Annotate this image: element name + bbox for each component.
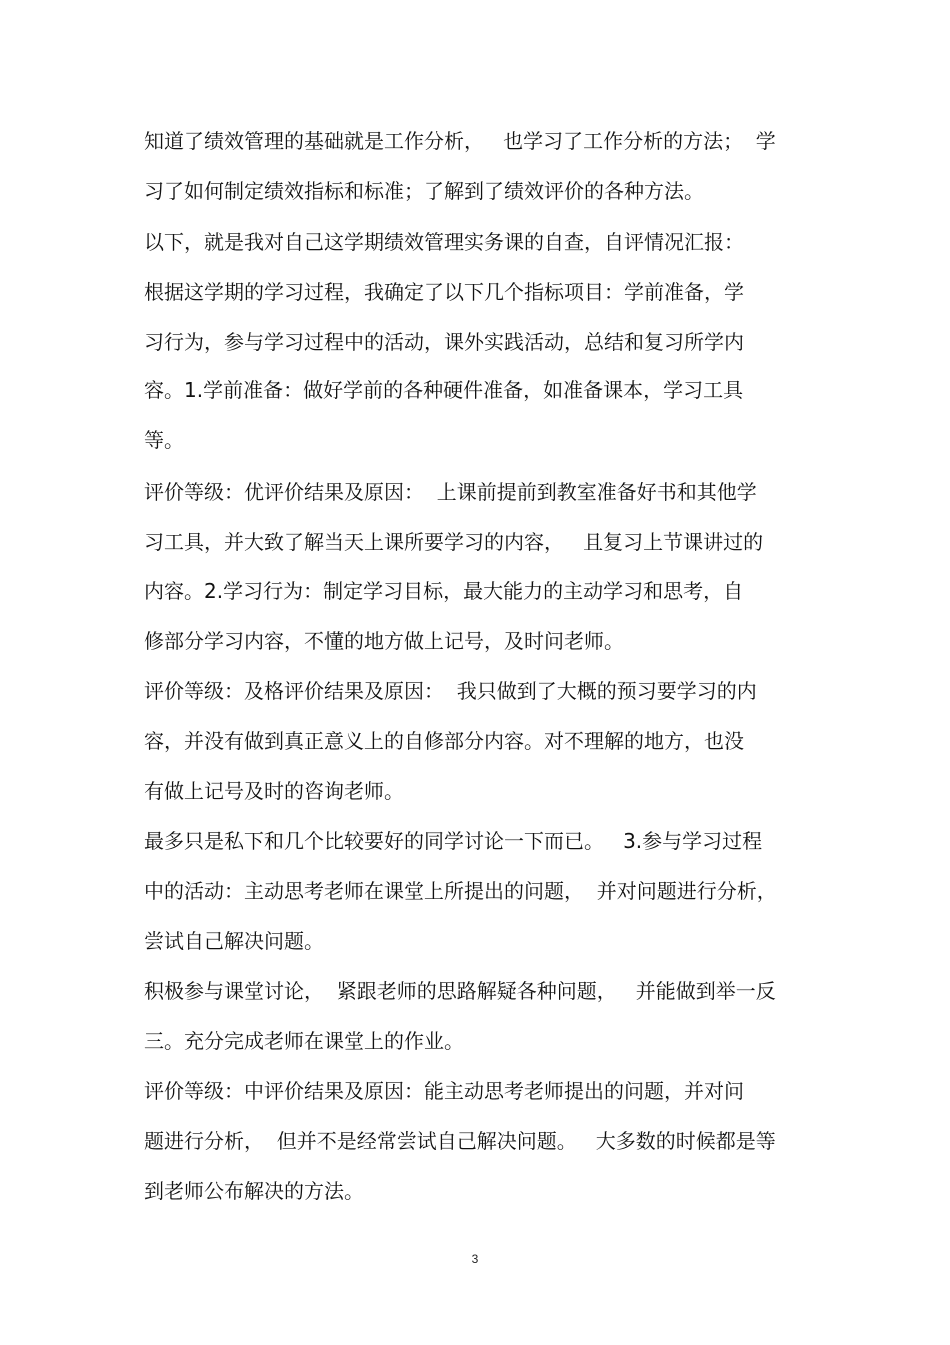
text-line: 修部分学习内容，不懂的地方做上记号，及时问老师。 bbox=[144, 629, 624, 653]
text-line: 最多只是私下和几个比较要好的同学讨论一下而已。 3.参与学习过程 bbox=[144, 829, 763, 853]
text-line: 评价等级：及格评价结果及原因： 我只做到了大概的预习要学习的内 bbox=[144, 679, 757, 703]
text-line: 积极参与课堂讨论， 紧跟老师的思路解疑各种问题， 并能做到举一反 bbox=[144, 979, 776, 1003]
text-line: 知道了绩效管理的基础就是工作分析， 也学习了工作分析的方法； 学 bbox=[144, 129, 776, 153]
text-line: 等。 bbox=[144, 428, 184, 452]
text-line: 容。1.学前准备：做好学前的各种硬件准备，如准备课本，学习工具 bbox=[144, 378, 744, 402]
text-line: 习工具，并大致了解当天上课所要学习的内容， 且复习上节课讲过的 bbox=[144, 530, 764, 554]
text-line: 题进行分析， 但并不是经常尝试自己解决问题。 大多数的时候都是等 bbox=[144, 1129, 776, 1153]
text-line: 评价等级：优评价结果及原因： 上课前提前到教室准备好书和其他学 bbox=[144, 480, 757, 504]
text-line: 内容。2.学习行为：制定学习目标，最大能力的主动学习和思考，自 bbox=[144, 579, 744, 603]
text-line: 中的活动：主动思考老师在课堂上所提出的问题， 并对问题进行分析， bbox=[144, 879, 777, 903]
text-line: 习了如何制定绩效指标和标准；了解到了绩效评价的各种方法。 bbox=[144, 179, 704, 203]
text-line: 到老师公布解决的方法。 bbox=[144, 1179, 364, 1203]
text-line: 尝试自己解决问题。 bbox=[144, 929, 324, 953]
text-line: 容，并没有做到真正意义上的自修部分内容。对不理解的地方，也没 bbox=[144, 729, 744, 753]
page-number: 3 bbox=[471, 1252, 479, 1266]
text-line: 有做上记号及时的咨询老师。 bbox=[144, 779, 404, 803]
text-line: 三。充分完成老师在课堂上的作业。 bbox=[144, 1029, 464, 1053]
text-line: 以下，就是我对自己这学期绩效管理实务课的自查，自评情况汇报： bbox=[144, 230, 744, 254]
text-line: 根据这学期的学习过程，我确定了以下几个指标项目：学前准备，学 bbox=[144, 280, 744, 304]
text-line: 评价等级：中评价结果及原因：能主动思考老师提出的问题，并对问 bbox=[144, 1079, 744, 1103]
text-line: 习行为，参与学习过程中的活动，课外实践活动，总结和复习所学内 bbox=[144, 330, 744, 354]
